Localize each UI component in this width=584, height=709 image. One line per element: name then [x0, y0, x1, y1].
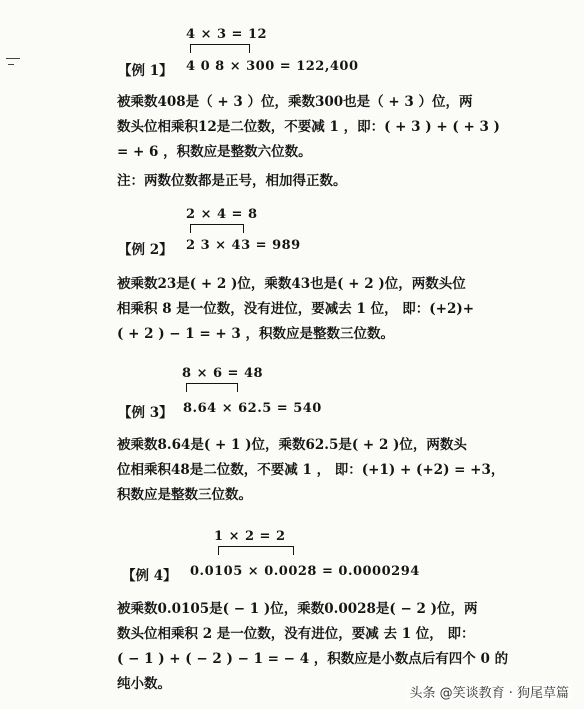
ex1-line: 被乘数408是（ + 3 ）位，乘数300也是（ + 3 ）位，两 [117, 94, 473, 110]
ex4-bracket [218, 546, 294, 555]
ex1-line: 数头位相乘积12是二位数，不要减 1 ，即：( + 3 ) + ( + 3 ) [117, 119, 500, 135]
ex1-expression: 4 0 8 × 300 = 122,400 [186, 59, 359, 74]
ex3-expression: 8.64 × 62.5 = 540 [183, 401, 322, 416]
ex1-explanation [117, 90, 547, 194]
ex3-line: 被乘数8.64是( + 1 )位，乘数62.5是( + 2 )位，两数头 [117, 437, 467, 453]
ex2-label: 【例 2】 [118, 242, 173, 258]
ex2-bracket [190, 224, 244, 233]
ex2-explanation [117, 272, 547, 347]
scan-mark [8, 64, 14, 65]
scan-mark [6, 58, 20, 59]
ex4-label: 【例 4】 [122, 568, 177, 584]
ex3-top-formula: 8 × 6 = 48 [182, 366, 264, 381]
ex3-explanation [117, 433, 547, 508]
ex1-top-formula: 4 × 3 = 12 [186, 27, 268, 42]
watermark: 头条 @笑谈教育 · 狗尾草篇 [406, 682, 572, 701]
ex4-line: ( − 1 ) + ( − 2 ) − 1 = − 4 ，积数应是小数点后有四个 0 的 [117, 651, 509, 667]
ex4-line: 被乘数0.0105是( − 1 )位，乘数0.0028是( − 2 )位，两 [117, 601, 478, 617]
ex3-bracket [186, 383, 238, 392]
ex1-line: = + 6 ，积数应是整数六位数。 [117, 144, 312, 160]
ex1-note: 注：两数位数都是正号，相加得正数。 [117, 173, 347, 189]
ex2-line: 相乘积 8 是一位数，没有进位，要减去 1 位， 即：(+2)+ [117, 301, 475, 317]
ex3-line: 位相乘积48是二位数，不要减 1 ， 即：(+1) + (+2) = +3， [117, 462, 505, 478]
ex1-bracket [190, 44, 250, 53]
ex2-line: ( + 2 ) − 1 = + 3 ，积数应是整数三位数。 [117, 326, 395, 342]
ex2-line: 被乘数23是( + 2 )位，乘数43也是( + 2 )位，两数头位 [117, 276, 466, 292]
ex4-line: 数头位相乘积 2 是一位数，没有进位，要减 去 1 位， 即： [117, 626, 475, 642]
ex1-label: 【例 1】 [118, 63, 173, 79]
ex3-label: 【例 3】 [118, 405, 173, 421]
ex4-top-formula: 1 × 2 = 2 [214, 529, 286, 544]
ex4-expression: 0.0105 × 0.0028 = 0.0000294 [190, 564, 420, 579]
ex3-line: 积数应是整数三位数。 [117, 487, 252, 503]
ex2-expression: 2 3 × 43 = 989 [186, 238, 301, 253]
ex4-line: 纯小数。 [117, 676, 171, 692]
ex2-top-formula: 2 × 4 = 8 [186, 207, 258, 222]
